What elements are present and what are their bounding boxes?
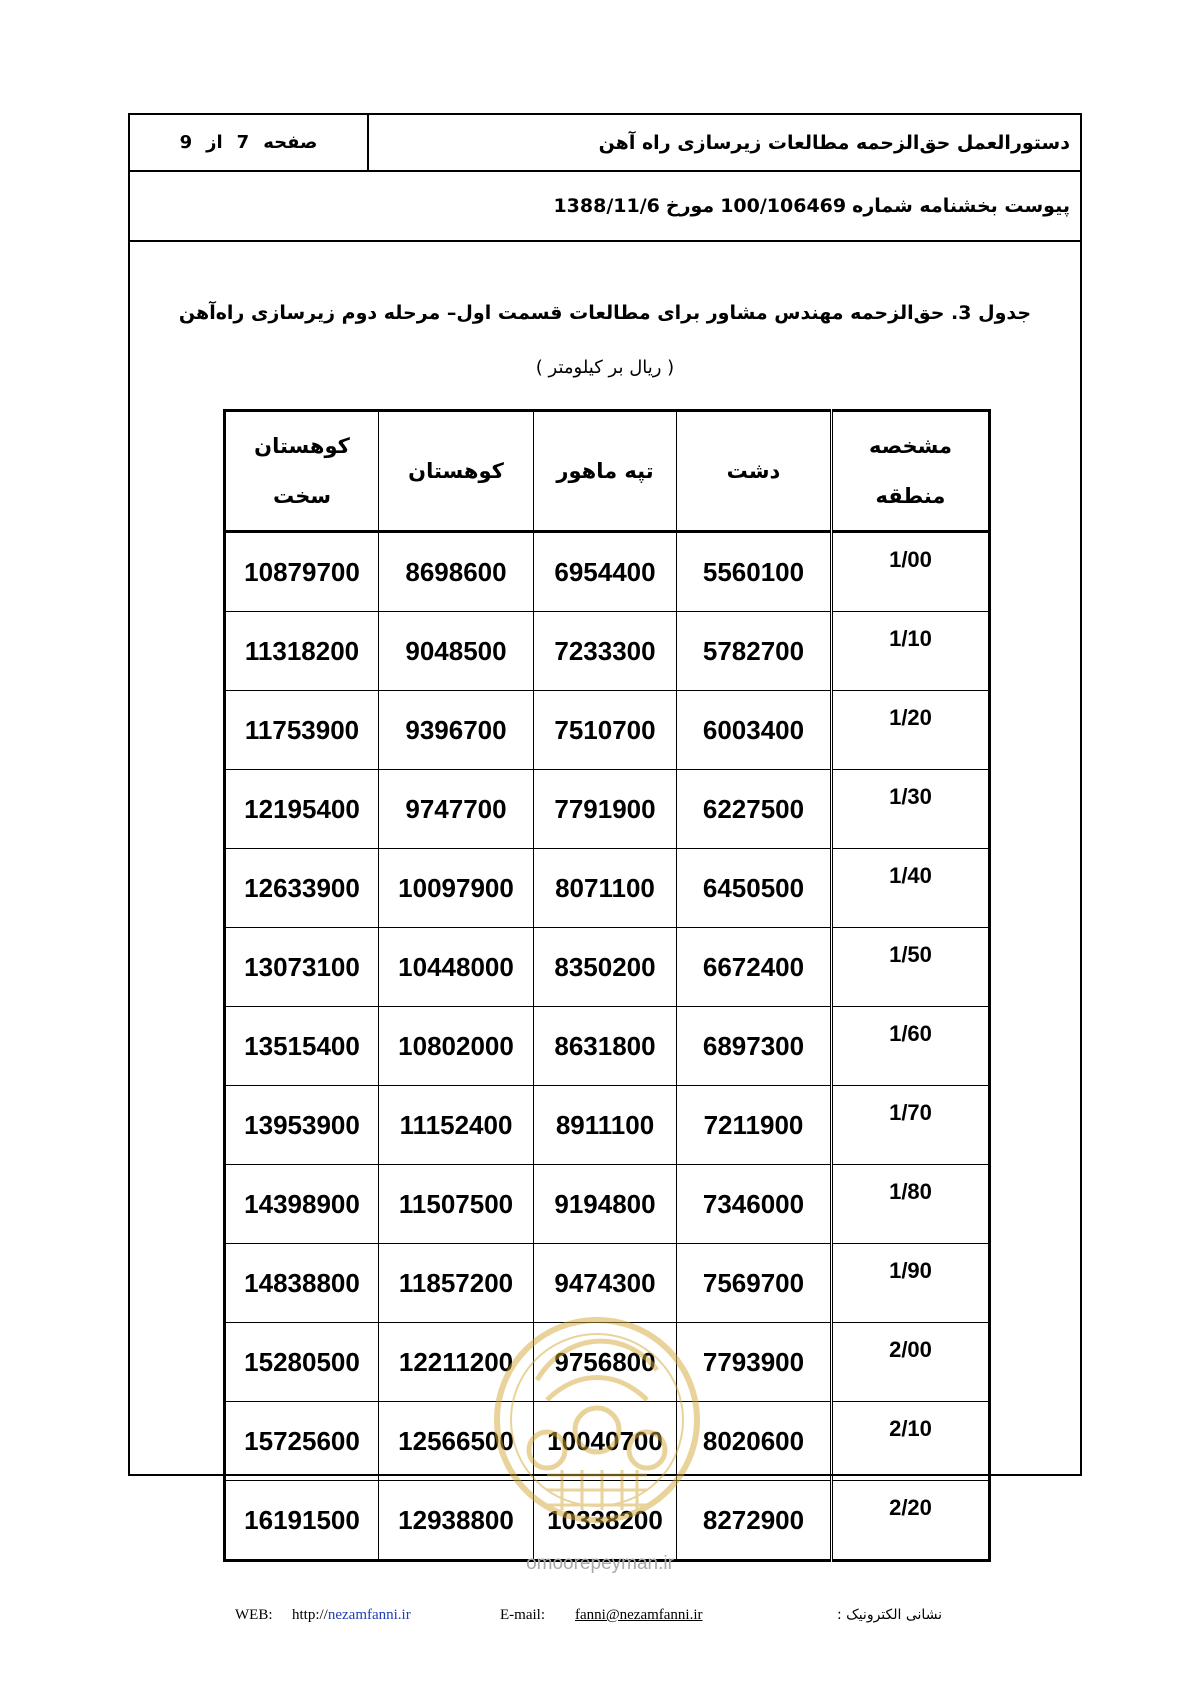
header-hard-mountainous: [225, 411, 379, 532]
table-row: [225, 770, 990, 849]
cell-mountainous: 12938800: [379, 1481, 534, 1561]
cell-hard-mountainous: 13073100: [225, 928, 379, 1007]
cell-hard-mountainous: 13515400: [225, 1007, 379, 1086]
footer-web-label: WEB:: [235, 1607, 273, 1623]
header-hard-line2: سخت: [272, 484, 332, 508]
cell-hilly: 10338200: [534, 1481, 677, 1561]
cell-plain: 5782700: [677, 612, 832, 691]
cell-mountainous: 12211200: [379, 1323, 534, 1402]
circular-number: 100/106469: [720, 195, 847, 217]
cell-hilly: 10040700: [534, 1402, 677, 1481]
seal-inner-ring: [511, 1334, 683, 1506]
cell-hard-mountainous: 13953900: [225, 1086, 379, 1165]
watermark-site: omoorepeyman.ir: [526, 1553, 674, 1574]
header-hard-line1: کوهستان: [254, 434, 350, 458]
table-row: [225, 691, 990, 770]
seal-gear-center: [575, 1408, 619, 1452]
header-region-factor: [832, 411, 990, 532]
cell-mountainous: 11152400: [379, 1086, 534, 1165]
cell-hilly: 9756800: [534, 1323, 677, 1402]
cell-region-factor: 2/10: [832, 1402, 990, 1481]
page-word: صفحه: [263, 132, 318, 153]
cell-hilly: 8071100: [534, 849, 677, 928]
cell-region-factor: 1/80: [832, 1165, 990, 1244]
cell-region-factor: 1/90: [832, 1244, 990, 1323]
seal-grid: [547, 1470, 647, 1510]
cell-hard-mountainous: 15280500: [225, 1323, 379, 1402]
cell-mountainous: 12566500: [379, 1402, 534, 1481]
cell-plain: 7346000: [677, 1165, 832, 1244]
page-total: 9: [179, 132, 193, 153]
cell-hard-mountainous: 15725600: [225, 1402, 379, 1481]
cell-region-factor: 2/20: [832, 1481, 990, 1561]
attachment-row: [130, 172, 1080, 242]
cell-hilly: 8350200: [534, 928, 677, 1007]
cell-hilly: 7233300: [534, 612, 677, 691]
seal-calligraphy: [537, 1341, 657, 1400]
cell-hilly: 7510700: [534, 691, 677, 770]
cell-region-factor: 1/30: [832, 770, 990, 849]
header-hilly: تپه ماهور: [534, 411, 677, 532]
cell-region-factor: 1/00: [832, 532, 990, 612]
page-footer: [0, 1607, 1190, 1637]
cell-mountainous: 10097900: [379, 849, 534, 928]
caption-text: حق‌الزحمه مهندس مشاور برای مطالعات قسمت اول– مرحله دوم زیرسازی راه‌آهن: [178, 302, 945, 324]
cell-hard-mountainous: 14398900: [225, 1165, 379, 1244]
cell-plain: 6450500: [677, 849, 832, 928]
cell-plain: 6003400: [677, 691, 832, 770]
footer-web-prefix: http://: [292, 1607, 328, 1623]
circular-date: 1388/11/6: [553, 195, 660, 217]
cell-hard-mountainous: 16191500: [225, 1481, 379, 1561]
watermark-logo-icon: [487, 1310, 707, 1560]
header-mountainous: کوهستان: [379, 411, 534, 532]
table-row: [225, 928, 990, 1007]
seal-gear-right: [629, 1432, 665, 1468]
table-row: [225, 1086, 990, 1165]
header-factor-line1: مشخصه: [869, 434, 952, 458]
cell-mountainous: 9747700: [379, 770, 534, 849]
cell-hard-mountainous: 12633900: [225, 849, 379, 928]
cell-region-factor: 2/00: [832, 1323, 990, 1402]
cell-hilly: 9194800: [534, 1165, 677, 1244]
cell-mountainous: 10802000: [379, 1007, 534, 1086]
cell-hilly: 9474300: [534, 1244, 677, 1323]
footer-email-label: E-mail:: [500, 1607, 545, 1623]
page-number: 7: [236, 132, 250, 153]
header-row: [130, 115, 1080, 172]
cell-hard-mountainous: 12195400: [225, 770, 379, 849]
footer-email-label-fa: نشانی الکترونیک :: [837, 1607, 943, 1623]
cell-plain: 7793900: [677, 1323, 832, 1402]
cell-plain: 7211900: [677, 1086, 832, 1165]
cell-hard-mountainous: 11753900: [225, 691, 379, 770]
footer-web-domain[interactable]: nezamfanni.ir: [327, 1607, 411, 1623]
header-factor-line2: منطقه: [875, 484, 946, 508]
cell-plain: 5560100: [677, 532, 832, 612]
footer-web-link[interactable]: [292, 1607, 411, 1624]
page-indicator: [130, 115, 369, 170]
cell-region-factor: 1/50: [832, 928, 990, 1007]
attachment-prefix: پیوست بخشنامه شماره: [852, 195, 1070, 217]
table-row: [225, 532, 990, 612]
cell-hilly: 7791900: [534, 770, 677, 849]
table-row: [225, 1007, 990, 1086]
cell-plain: 6897300: [677, 1007, 832, 1086]
cell-mountainous: 11857200: [379, 1244, 534, 1323]
document-title: دستورالعمل حق‌الزحمه مطالعات زیرسازی راه آهن: [598, 131, 1070, 154]
cell-plain: 8020600: [677, 1402, 832, 1481]
cell-hard-mountainous: 14838800: [225, 1244, 379, 1323]
cell-plain: 8272900: [677, 1481, 832, 1561]
cell-mountainous: 8698600: [379, 532, 534, 612]
table-row: [225, 1165, 990, 1244]
cell-hilly: 8631800: [534, 1007, 677, 1086]
cell-mountainous: 9396700: [379, 691, 534, 770]
page-of-word: از: [206, 132, 223, 153]
unit-note: ( ریال بر کیلومتر ): [535, 357, 675, 378]
table-row: [225, 849, 990, 928]
caption-label: جدول: [978, 302, 1032, 324]
header-plain: دشت: [677, 411, 832, 532]
cell-mountainous: 9048500: [379, 612, 534, 691]
cell-hilly: 6954400: [534, 532, 677, 612]
cell-plain: 7569700: [677, 1244, 832, 1323]
cell-hard-mountainous: 10879700: [225, 532, 379, 612]
table-header-row: [225, 411, 990, 532]
cell-region-factor: 1/20: [832, 691, 990, 770]
cell-region-factor: 1/60: [832, 1007, 990, 1086]
attachment-line: [547, 172, 1070, 240]
cell-hilly: 8911100: [534, 1086, 677, 1165]
cell-mountainous: 10448000: [379, 928, 534, 1007]
cell-plain: 6227500: [677, 770, 832, 849]
table-caption: [128, 302, 1082, 324]
cell-plain: 6672400: [677, 928, 832, 1007]
cell-hard-mountainous: 11318200: [225, 612, 379, 691]
date-word: مورخ: [665, 195, 715, 217]
footer-email-link[interactable]: fanni@nezamfanni.ir: [575, 1607, 703, 1623]
table-row: [225, 612, 990, 691]
cell-region-factor: 1/70: [832, 1086, 990, 1165]
cell-region-factor: 1/10: [832, 612, 990, 691]
caption-number: 3.: [951, 302, 972, 324]
cell-region-factor: 1/40: [832, 849, 990, 928]
cell-mountainous: 11507500: [379, 1165, 534, 1244]
seal-gear-left: [529, 1432, 565, 1468]
